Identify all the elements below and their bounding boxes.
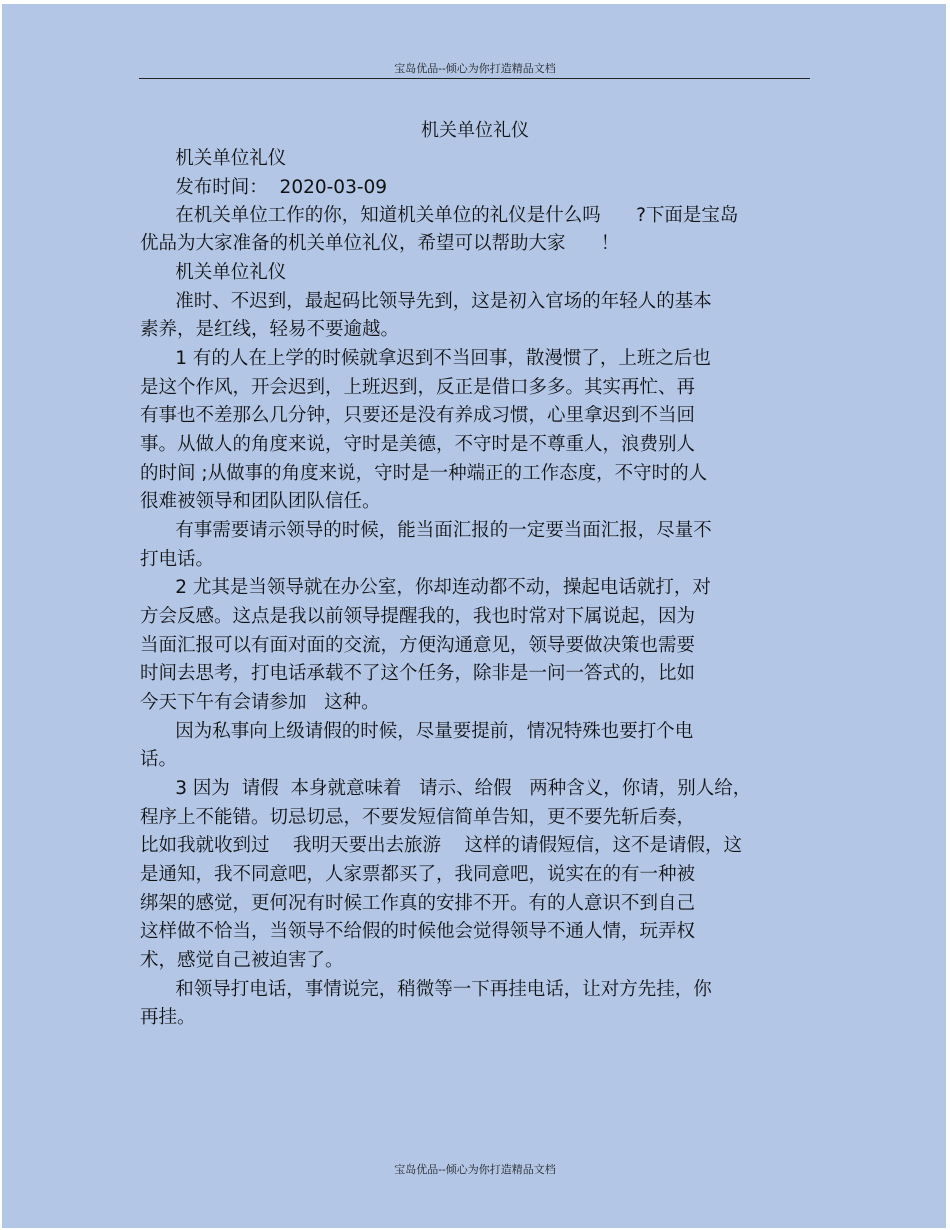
body-line: 2 尤其是当领导就在办公室，你却连动都不动，操起电话就打，对 [140, 577, 711, 598]
body-line: 因为私事向上级请假的时候，尽量要提前，情况特殊也要打个电 [140, 721, 694, 742]
body-line: 术，感觉自己被迫害了。 [140, 950, 344, 971]
body-line: 在机关单位工作的你，知道机关单位的礼仪是什么吗 ?下面是宝岛 [140, 205, 739, 226]
body-line: 是这个作风，开会迟到，上班迟到，反正是借口多多。其实再忙、再 [140, 377, 696, 398]
body-line: 有事需要请示领导的时候，能当面汇报的一定要当面汇报，尽量不 [140, 520, 712, 541]
body-line: 当面汇报可以有面对面的交流，方便沟通意见，领导要做决策也需要 [140, 635, 696, 656]
body-line: 方会反感。这点是我以前领导提醒我的，我也时常对下属说起，因为 [140, 606, 696, 627]
body-line: 机关单位礼仪 [140, 148, 287, 169]
body-line: 是通知，我不同意吧，人家票都买了，我同意吧，说实在的有一种被 [140, 864, 696, 885]
page-header: 宝岛优品--倾心为你打造精品文档 [394, 62, 556, 75]
body-line: 时间去思考，打电话承载不了这个任务，除非是一问一答式的，比如 [140, 663, 696, 684]
header-divider [139, 78, 810, 79]
body-line: 的时间 ;从做事的角度来说，守时是一种端正的工作态度，不守时的人 [140, 463, 708, 484]
body-line: 比如我就收到过 我明天要出去旅游 这样的请假短信，这不是请假，这 [140, 835, 743, 856]
body-line: 1 有的人在上学的时候就拿迟到不当回事，散漫惯了，上班之后也 [140, 348, 711, 369]
body-line: 话。 [140, 749, 178, 770]
body-line: 和领导打电话，事情说完，稍微等一下再挂电话，让对方先挂，你 [140, 979, 712, 1000]
body-line: 很难被领导和团队团队信任。 [140, 491, 381, 512]
body-line: 这样做不恰当，当领导不给假的时候他会觉得领导不通人情，玩弄权 [140, 921, 696, 942]
body-line: 事。从做人的角度来说，守时是美德，不守时是不尊重人，浪费别人 [140, 434, 696, 455]
body-line: 绑架的感觉，更何况有时候工作真的安排不开。有的人意识不到自己 [140, 893, 696, 914]
body-line: 再挂。 [140, 1007, 196, 1028]
body-line: 今天下午有会请参加 这种。 [140, 692, 380, 713]
body-line: 机关单位礼仪 [140, 262, 287, 283]
body-line: 素养，是红线，轻易不要逾越。 [140, 319, 400, 340]
body-line: 准时、不迟到，最起码比领导先到，这是初入官场的年轻人的基本 [140, 291, 712, 312]
body-line: 发布时间： 2020-03-09 [140, 177, 388, 198]
document-title: 机关单位礼仪 [421, 120, 529, 141]
body-line: 程序上不能错。切忌切忌，不要发短信简单告知，更不要先斩后奏， [140, 807, 696, 828]
body-line: 3 因为 请假 本身就意味着 请示、给假 两种含义，你请，别人给， [140, 778, 752, 799]
body-line: 打电话。 [140, 549, 215, 570]
body-line: 有事也不差那么几分钟，只要还是没有养成习惯，心里拿迟到不当回 [140, 405, 696, 426]
body-line: 优品为大家准备的机关单位礼仪，希望可以帮助大家 ！ [140, 233, 620, 254]
page-footer: 宝岛优品--倾心为你打造精品文档 [394, 1163, 556, 1176]
